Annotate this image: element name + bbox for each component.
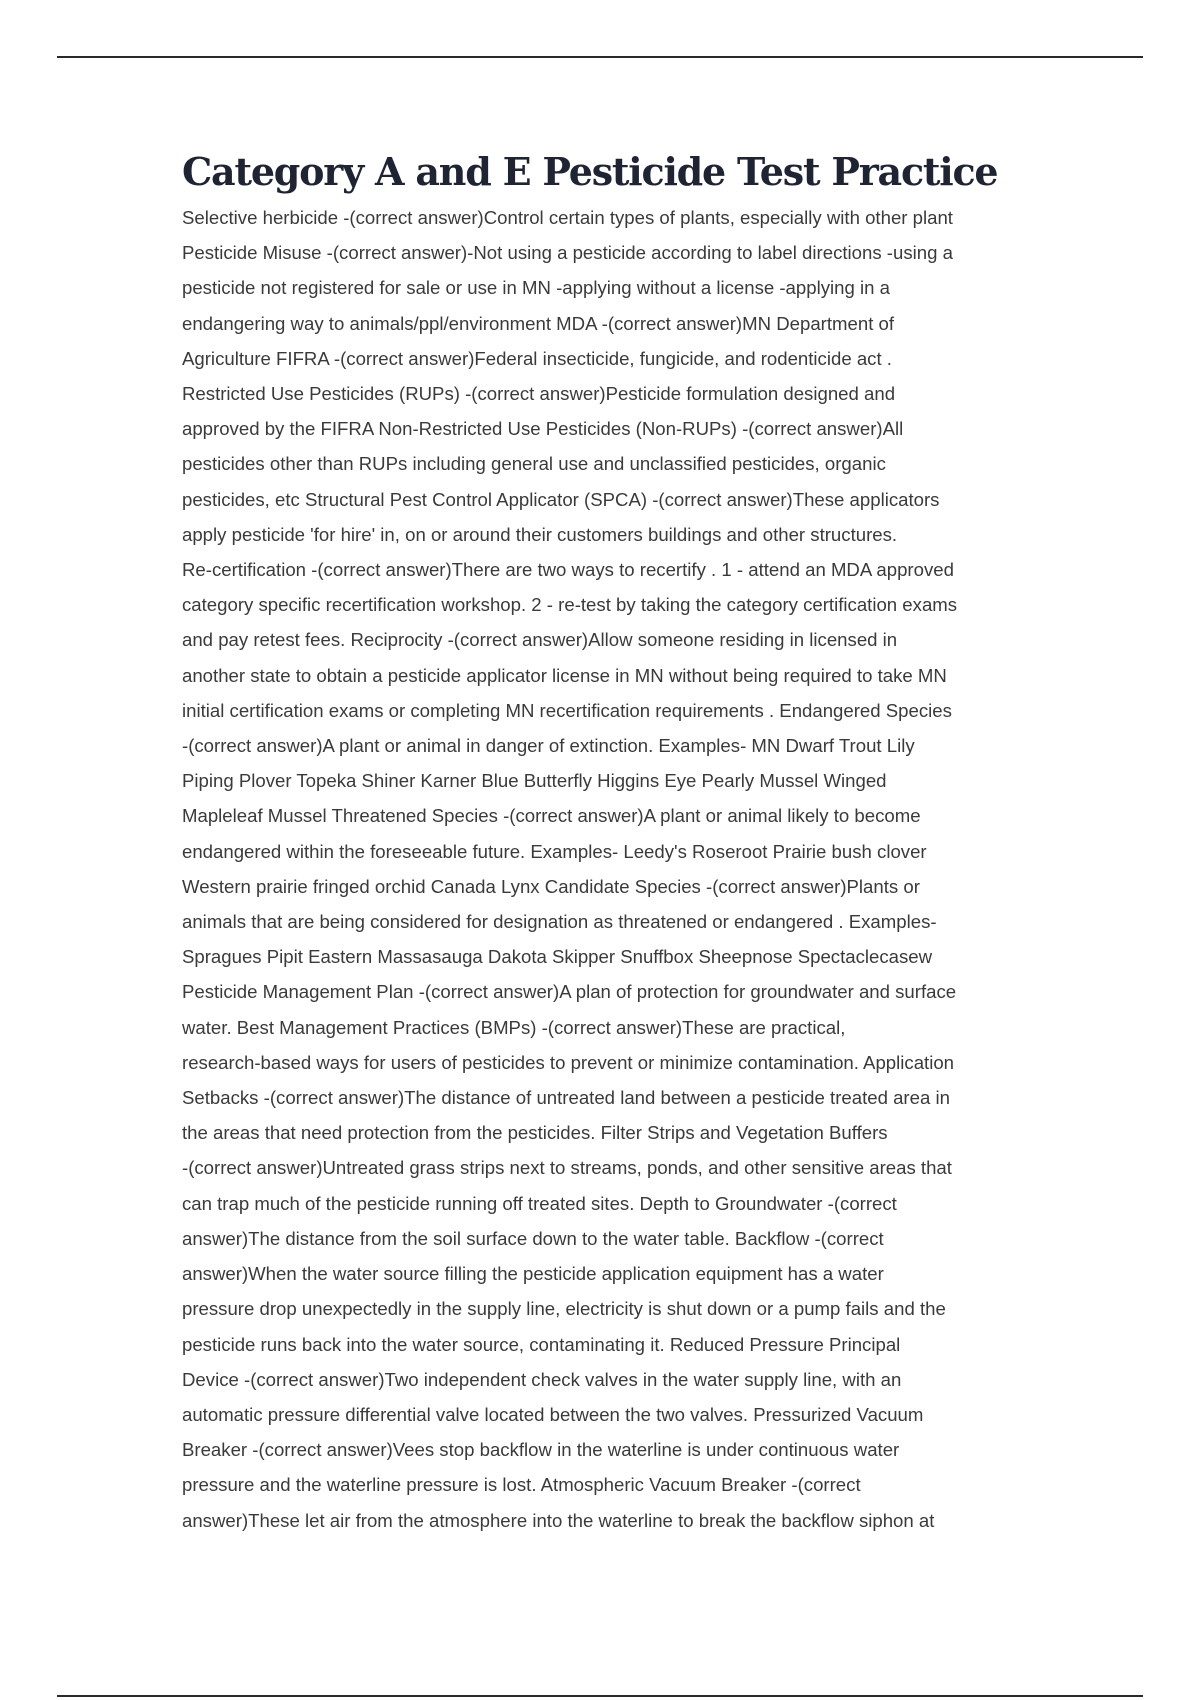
body-line: Agriculture FIFRA -(correct answer)Federal insecticide, fungicide, and rodenticide act . <box>182 347 892 369</box>
body-line: Device -(correct answer)Two independent check valves in the water supply line, with an <box>182 1368 902 1390</box>
body-line: endangering way to animals/ppl/environment MDA -(correct answer)MN Department of <box>182 312 895 334</box>
footer-rule <box>57 1695 1143 1697</box>
body-line: pesticide runs back into the water source, contaminating it. Reduced Pressure Principal <box>182 1333 901 1355</box>
body-line: answer)These let air from the atmosphere into the waterline to break the backflow siphon at <box>182 1509 935 1531</box>
body-line: pressure drop unexpectedly in the supply line, electricity is shut down or a pump fails and the <box>182 1298 946 1320</box>
body-line: research-based ways for users of pesticides to prevent or minimize contamination. Application <box>182 1051 955 1073</box>
body-line: Western prairie fringed orchid Canada Lynx Candidate Species -(correct answer)Plants or <box>182 875 920 897</box>
body-line: pesticides other than RUPs including general use and unclassified pesticides, organic <box>182 453 886 475</box>
body-line: automatic pressure differential valve located between the two valves. Pressurized Vacuum <box>182 1403 924 1425</box>
body-line: approved by the FIFRA Non-Restricted Use Pesticides (Non-RUPs) -(correct answer)All <box>182 418 904 440</box>
body-line: answer)The distance from the soil surface down to the water table. Backflow -(correct <box>182 1227 884 1249</box>
body-line: -(correct answer)A plant or animal in danger of extinction. Examples- MN Dwarf Trout Lily <box>182 735 915 757</box>
body-line: pressure and the waterline pressure is lost. Atmospheric Vacuum Breaker -(correct <box>182 1474 861 1496</box>
body-line: pesticide not registered for sale or use in MN -applying without a license -applying in a <box>182 277 890 299</box>
body-line: category specific recertification workshop. 2 - re-test by taking the category certification exams <box>182 594 958 616</box>
body-line: initial certification exams or completing MN recertification requirements . Endangered Species <box>182 699 952 721</box>
body-line: endangered within the foreseeable future. Examples- Leedy's Roseroot Prairie bush clover <box>182 840 927 862</box>
document-title: Category A and E Pesticide Test Practice <box>182 149 998 194</box>
body-line: apply pesticide 'for hire' in, on or around their customers buildings and other structures. <box>182 523 898 545</box>
body-line: answer)When the water source filling the pesticide application equipment has a water <box>182 1263 884 1285</box>
body-line: Spragues Pipit Eastern Massasauga Dakota Skipper Snuffbox Sheepnose Spectaclecasew <box>182 946 933 968</box>
body-line: the areas that need protection from the pesticides. Filter Strips and Vegetation Buffers <box>182 1122 888 1144</box>
document-body <box>182 200 1022 1538</box>
body-line: can trap much of the pesticide running off treated sites. Depth to Groundwater -(correct <box>182 1192 897 1214</box>
body-line: Mapleleaf Mussel Threatened Species -(correct answer)A plant or animal likely to become <box>182 805 921 827</box>
body-line: Re-certification -(correct answer)There are two ways to recertify . 1 - attend an MDA approved <box>182 559 954 581</box>
body-line: and pay retest fees. Reciprocity -(correct answer)Allow someone residing in licensed in <box>182 629 898 651</box>
body-line: Setbacks -(correct answer)The distance of untreated land between a pesticide treated area in <box>182 1087 950 1109</box>
body-line: Pesticide Management Plan -(correct answer)A plan of protection for groundwater and surface <box>182 981 957 1003</box>
body-line: another state to obtain a pesticide applicator license in MN without being required to take MN <box>182 664 947 686</box>
body-line: Selective herbicide -(correct answer)Control certain types of plants, especially with other plant <box>182 207 953 228</box>
header-rule <box>57 56 1143 58</box>
body-line: animals that are being considered for designation as threatened or endangered . Examples- <box>182 911 937 933</box>
body-line: water. Best Management Practices (BMPs) -(correct answer)These are practical, <box>182 1016 846 1038</box>
body-line: Restricted Use Pesticides (RUPs) -(correct answer)Pesticide formulation designed and <box>182 383 896 405</box>
body-line: Piping Plover Topeka Shiner Karner Blue Butterfly Higgins Eye Pearly Mussel Winged <box>182 770 887 792</box>
document-content <box>182 144 1022 1538</box>
body-line: Breaker -(correct answer)Vees stop backflow in the waterline is under continuous water <box>182 1439 900 1461</box>
body-line: Pesticide Misuse -(correct answer)-Not using a pesticide according to label directions -using a <box>182 242 953 264</box>
body-line: pesticides, etc Structural Pest Control Applicator (SPCA) -(correct answer)These applicators <box>182 488 940 510</box>
body-line: -(correct answer)Untreated grass strips next to streams, ponds, and other sensitive areas that <box>182 1157 952 1179</box>
